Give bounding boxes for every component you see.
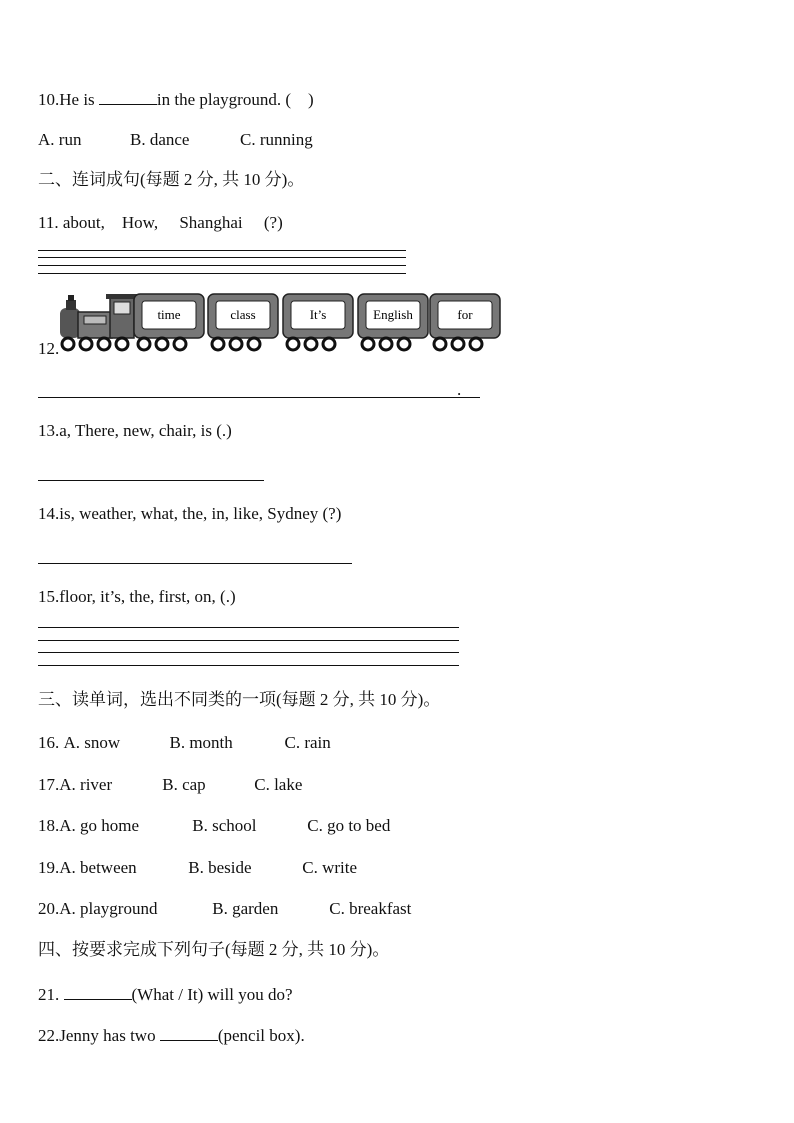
q19-option-b[interactable]: B. beside: [188, 858, 252, 877]
q16-option-b[interactable]: B. month: [169, 733, 233, 752]
question-10: [38, 88, 314, 110]
question-11: 11. about, How, Shanghai (?): [38, 213, 283, 232]
q17-number: 17.: [38, 775, 60, 794]
q15-answer-line-3[interactable]: [38, 652, 459, 653]
train-car-5: [430, 294, 500, 350]
question-14: 14.is, weather, what, the, in, like, Sydney (?): [38, 504, 342, 523]
q22-text: 22.Jenny has two: [38, 1026, 156, 1045]
q18-number: 18.: [38, 816, 60, 835]
train-car-4: [358, 294, 428, 350]
q21-blank[interactable]: [64, 983, 132, 1000]
q21-after: (What / It) will you do?: [131, 985, 293, 1004]
q12-period: .: [457, 380, 462, 399]
question-15: 15.floor, it’s, the, first, on, (.): [38, 587, 236, 606]
question-16: [38, 733, 331, 753]
q16-option-a[interactable]: A. snow: [63, 733, 121, 752]
q10-close: ): [308, 90, 314, 109]
car-word-1: time: [157, 307, 181, 322]
q17-option-a[interactable]: A. river: [59, 775, 113, 794]
q11-answer-line-2[interactable]: [38, 257, 406, 258]
q20-option-c[interactable]: C. breakfast: [329, 899, 412, 918]
q11-answer-line-3[interactable]: [38, 265, 406, 266]
question-22: [38, 1024, 305, 1046]
q22-blank[interactable]: [160, 1024, 218, 1041]
q11-answer-line-4[interactable]: [38, 273, 406, 274]
q20-number: 20.: [38, 899, 60, 918]
car-word-3: It’s: [309, 307, 327, 322]
car-word-4: English: [373, 307, 413, 322]
q10-blank[interactable]: [99, 88, 157, 105]
q10-option-b[interactable]: B. dance: [130, 130, 190, 149]
q16-number: 16.: [38, 733, 64, 752]
q18-option-c[interactable]: C. go to bed: [307, 816, 391, 835]
section-2-title: 二、连词成句(每题 2 分, 共 10 分)。: [38, 170, 305, 189]
q19-option-c[interactable]: C. write: [302, 858, 358, 877]
q17-option-b[interactable]: B. cap: [162, 775, 206, 794]
train-image: [58, 292, 504, 354]
question-18: [38, 816, 390, 836]
train-car-1: [134, 294, 204, 350]
q10-options: [38, 130, 313, 150]
q20-option-a[interactable]: A. playground: [59, 899, 158, 918]
section-3-title: 三、读单词，选出不同类的一项(每题 2 分, 共 10 分)。: [38, 690, 441, 709]
car-word-2: class: [230, 307, 256, 322]
locomotive-icon: [60, 294, 138, 350]
q18-option-b[interactable]: B. school: [192, 816, 257, 835]
question-17: [38, 775, 302, 795]
q17-option-c[interactable]: C. lake: [254, 775, 303, 794]
q15-answer-line-2[interactable]: [38, 640, 459, 641]
car-word-5: for: [457, 307, 473, 322]
q15-answer-line-4[interactable]: [38, 665, 459, 666]
q10-option-a[interactable]: A. run: [38, 130, 82, 149]
q10-text: 10.He is: [38, 90, 95, 109]
q12-answer-line[interactable]: [38, 397, 480, 398]
q22-after: (pencil box).: [217, 1026, 305, 1045]
q19-number: 19.: [38, 858, 60, 877]
train-car-2: [208, 294, 278, 350]
q15-answer-line-1[interactable]: [38, 627, 459, 628]
q21-number: 21.: [38, 985, 64, 1004]
question-20: [38, 899, 411, 919]
question-21: [38, 983, 293, 1005]
q10-after: in the playground. (: [156, 90, 292, 109]
q19-option-a[interactable]: A. between: [59, 858, 137, 877]
q20-option-b[interactable]: B. garden: [212, 899, 279, 918]
q11-answer-line-1[interactable]: [38, 250, 406, 251]
train-car-3: [283, 294, 353, 350]
q16-option-c[interactable]: C. rain: [284, 733, 331, 752]
question-13: 13.a, There, new, chair, is (.): [38, 421, 232, 440]
q13-answer-line[interactable]: [38, 480, 264, 481]
q14-answer-line[interactable]: [38, 563, 352, 564]
q18-option-a[interactable]: A. go home: [59, 816, 140, 835]
q12-number: 12.: [38, 339, 60, 358]
q10-option-c[interactable]: C. running: [240, 130, 313, 149]
section-4-title: 四、按要求完成下列句子(每题 2 分, 共 10 分)。: [38, 940, 390, 959]
question-19: [38, 858, 357, 878]
